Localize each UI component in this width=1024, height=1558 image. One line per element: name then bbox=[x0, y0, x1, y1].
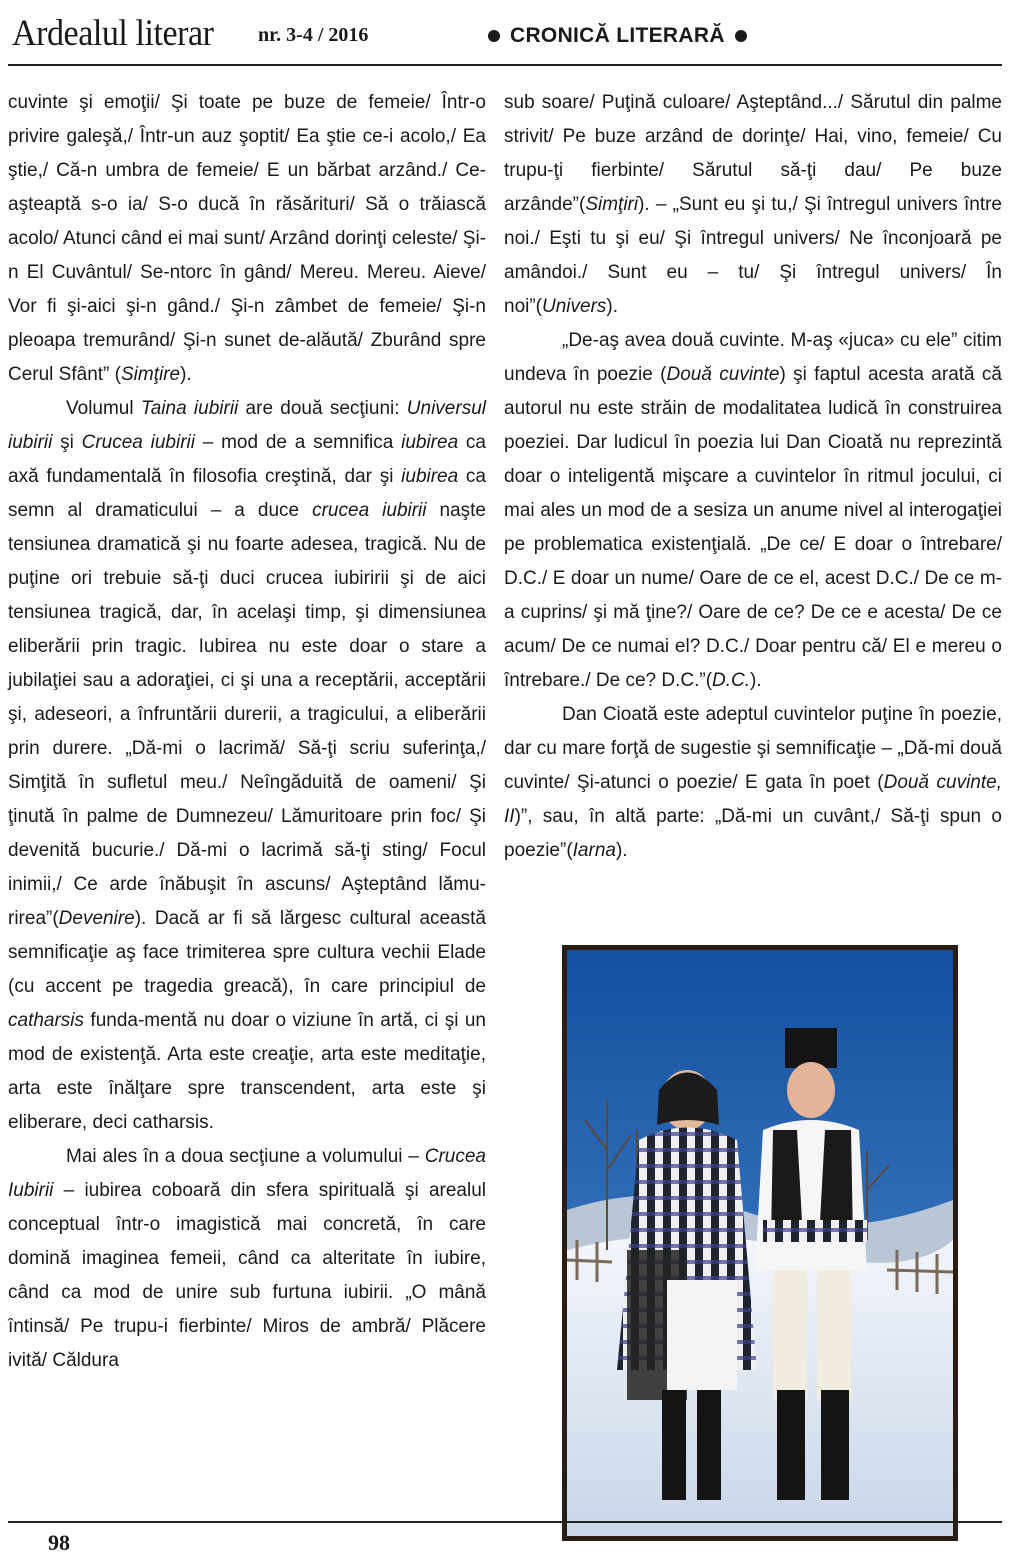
right-column bbox=[504, 86, 1002, 868]
text-run: ca semn al dramaticului – a duce bbox=[8, 466, 486, 521]
page-header bbox=[8, 8, 1002, 64]
text-run: ). bbox=[750, 670, 762, 691]
emphasis: catharsis bbox=[8, 1010, 85, 1031]
issue-number: nr. 3-4 / 2016 bbox=[258, 24, 369, 46]
text-run: ). – „Sunt eu şi tu,/ Şi întregul univers între noi./ Eşti tu şi eu/ Şi întregul univers/ Ne înconjoară pe amândoi./ Sunt eu – tu/ Şi întregul univers/ În noi”( bbox=[504, 194, 1002, 317]
emphasis: iubirea bbox=[401, 466, 459, 487]
masthead: Ardealul literar bbox=[12, 13, 214, 54]
photo-couple-folk-costume bbox=[562, 945, 958, 1541]
text-run: )”, sau, în altă parte: „Dă-mi un cuvânt,/ Să-ţi spun o poezie”( bbox=[504, 806, 1002, 861]
text-run: – mod de a semnifica bbox=[195, 432, 402, 453]
text-run: Mai ales în a doua secţiune a volumului – bbox=[66, 1146, 425, 1167]
section-title bbox=[488, 24, 818, 48]
text-run: are două secţiuni: bbox=[238, 398, 407, 419]
left-paragraph-1 bbox=[8, 86, 486, 392]
poem-title: Două cuvinte, II bbox=[504, 772, 1002, 827]
emphasis: iubirea bbox=[401, 432, 459, 453]
poem-title: Devenire bbox=[58, 908, 135, 929]
snow-field bbox=[567, 1235, 953, 1536]
text-run: sub soare/ Puţină culoare/ Aşteptând.../ Sărutul din palme strivit/ Pe buze arzând de dorinţe/ Hai, vino, femeie/ Cu trupu-ţi fierbinte/ Sărutul să-ţi dau/ Pe buze arzânde”( bbox=[504, 92, 1002, 215]
poem-title: Iarna bbox=[572, 840, 616, 861]
text-run: ca axă fundamentală în filosofia creştină, dar şi bbox=[8, 432, 486, 487]
page-number: 98 bbox=[48, 1530, 70, 1555]
text-run: – iubirea coboară din sfera spirituală şi arealul conceptual într-o imagistică mai concretă, în care domină imaginea femeii, când ca alteritate în iubire, când ca mod de unire sub furtuna iubirii. „O mână întinsă/ Pe trupu-i fierbinte/ Miros de ambră/ Plăcere ivită/ Căldura bbox=[8, 1180, 486, 1371]
text-run: ). Dacă ar fi să lărgesc cultural această semnificaţie aş face trimiterea spre cultura vechii Elade (cu accent pe tragedia greacă), în care principiul de bbox=[8, 908, 486, 997]
text-run: ) şi faptul acesta arată că autorul nu este străin de modalitatea ludică în construirea poeziei. Dar ludicul în poezia lui Dan Cioată nu reprezintă doar o inteligentă mişcare a cuvintelor în ritmul jocului, ci mai ales un mod de a sesiza un anume nivel al interogaţiei pe problematica existenţială. „De ce/ E doar o întrebare/ D.C./ E doar un nume/ Oare de ce el, acest D.C./ De ce m-a cuprins/ şi mă ţine?/ Oare de ce? De ce e acesta/ De ce acum/ De ce numai el? D.C./ Doar pentru că/ El e mereu o întrebare./ De ce? D.C.”( bbox=[504, 364, 1003, 691]
left-paragraph-2 bbox=[8, 392, 486, 1140]
left-column bbox=[8, 86, 486, 1378]
text-run: şi bbox=[52, 432, 82, 453]
poem-title: Două cuvinte bbox=[666, 364, 780, 385]
section-name: Universul iubirii bbox=[8, 398, 486, 453]
text-run: cuvinte şi emoţii/ Şi toate pe buze de femeie/ Într-o privire galeşă,/ Într-un auz şoptit/ Ea ştie ce-i acolo,/ Ea ştie,/ Că-n umbra de femeie/ E un bărbat arzând./ Ce-aşteaptă s-o ia/ S-o ducă în răsărituri/ Să o trăiască acolo/ Atunci când ei mai sunt/ Arzând dorinţi celeste/ Şi-n El Cuvântul/ Se-ntorc în gând/ Mereu. Mereu. Aieve/ Vor fi şi-aici şi-n gând./ Şi-n zâmbet de femeie/ Şi-n pleoapa tremurând/ Şi-n sunet de-alăută/ Zburând spre Cerul Sfânt” ( bbox=[8, 92, 486, 385]
emphasis: crucea iubirii bbox=[312, 500, 427, 521]
text-run: ). bbox=[180, 364, 192, 385]
text-run: Dan Cioată este adeptul cuvintelor puţine în poezie, dar cu mare forţă de sugestie şi semnificaţie – „Dă-mi două cuvinte/ Şi-atunci o poezie/ E gata în poet ( bbox=[504, 704, 1002, 793]
text-run: funda-mentă nu doar o viziune în artă, ci şi un mod de existenţă. Arta este creaţie, arta este meditaţie, arta este înălţare spre transcendent, arta este şi eliberare, deci catharsis. bbox=[8, 1010, 486, 1133]
poem-title: Simţire bbox=[120, 364, 181, 385]
poem-title: Simţiri bbox=[585, 194, 639, 215]
left-paragraph-3 bbox=[8, 1140, 486, 1378]
header-rule bbox=[8, 64, 1002, 66]
book-title: Taina iubirii bbox=[140, 398, 239, 419]
text-run: Volumul bbox=[66, 398, 141, 419]
text-run: ). bbox=[615, 840, 628, 861]
photo-illustration bbox=[567, 950, 953, 1536]
right-paragraph-2 bbox=[504, 324, 1002, 698]
section-label: CRONICĂ LITERARĂ bbox=[510, 24, 725, 47]
right-paragraph-1 bbox=[504, 86, 1002, 324]
bullet-dot-icon bbox=[488, 30, 500, 42]
footer-rule bbox=[8, 1521, 1002, 1523]
bullet-dot-icon bbox=[735, 30, 747, 42]
text-run: naşte tensiunea dramatică şi nu foarte adesea, tragică. Nu de puţine ori trebuie să-ţi duci crucea iubiririi şi de aici tensiunea tragică, dar, în acelaşi timp, şi dimensiunea eliberării prin tragic. Iubirea nu este doar o stare a jubilaţiei sau a adoraţiei, ci şi una a receptării, acceptării şi, adeseori, a înfruntării durerii, a tragicului, a eliberării prin durere. „Dă-mi o lacrimă/ Să-ţi scriu suferinţa,/ Simţită în sufletul meu./ Neîngăduită de oameni/ Şi ţinută în palme de Dumnezeu/ Lămuritoare prin foc/ Şi devenită bucurie./ Dă-mi o lacrimă să-ţi sting/ Focul inimii,/ Ce arde înăbuşit în ascuns/ Aşteptând lămu-rirea”( bbox=[8, 500, 486, 929]
section-name: Crucea Iubirii bbox=[8, 1146, 486, 1201]
section-name: Crucea iubirii bbox=[81, 432, 195, 453]
poem-title: D.C. bbox=[712, 670, 751, 691]
poem-title: Univers bbox=[542, 296, 607, 317]
text-run: ). bbox=[606, 296, 619, 317]
text-run: „De-aş avea două cuvinte. M-aş «juca» cu ele” citim undeva în poezie ( bbox=[504, 330, 1002, 385]
right-paragraph-3 bbox=[504, 698, 1002, 868]
